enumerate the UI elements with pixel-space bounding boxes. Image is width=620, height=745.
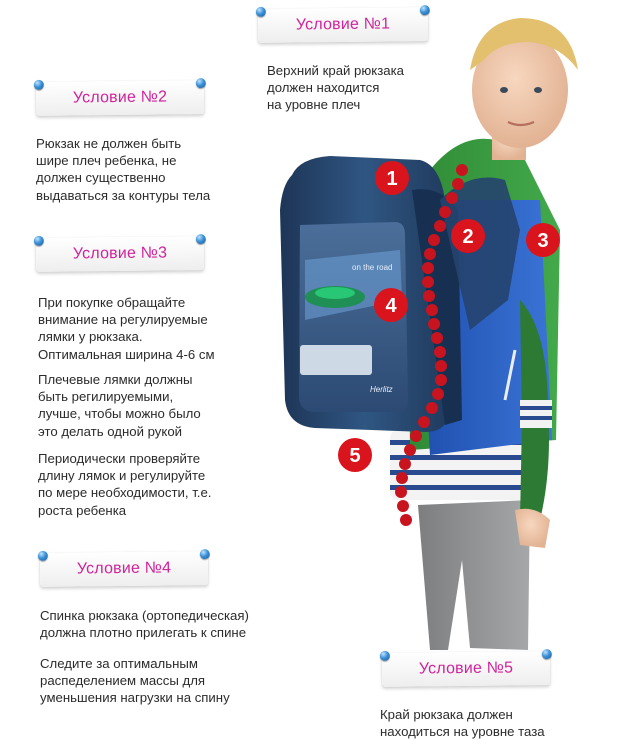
marker-4 [374, 288, 408, 322]
pin-icon [38, 551, 48, 561]
pin-icon [542, 649, 552, 659]
condition-3-text-2: Плечевые лямки должны быть регилируемыми, лучше, чтобы можно было это делать одной рукой [38, 372, 201, 439]
condition-5-title: Условие №5 [418, 659, 514, 678]
pin-icon [196, 234, 206, 244]
pin-icon [34, 80, 44, 90]
pin-icon [196, 78, 206, 88]
backpack-brand: Herlitz [370, 385, 393, 394]
pin-icon [256, 7, 266, 17]
condition-2-title: Условие №2 [72, 88, 168, 107]
condition-2-text: Рюкзак не должен быть шире плеч ребенка, не должен существенно выдаваться за контуры тела [36, 136, 211, 203]
svg-text:3: 3 [537, 230, 549, 252]
condition-3-text-3: Периодически проверяйте длину лямок и регулируйте по мере необходимости, т.е. роста ребенка [38, 451, 212, 518]
condition-5-note [382, 651, 550, 687]
marker-5 [338, 438, 372, 472]
condition-1-note [258, 7, 428, 43]
pin-icon [200, 549, 210, 559]
condition-4-title: Условие №4 [76, 559, 172, 578]
condition-3-title: Условие №3 [72, 244, 168, 263]
pin-icon [34, 236, 44, 246]
condition-2-note [36, 80, 204, 116]
condition-1-title: Условие №1 [295, 15, 391, 34]
backpack-slogan: on the road [352, 263, 393, 272]
condition-4-note [40, 551, 208, 587]
condition-4-text-2: Следите за оптимальным распеделением массы для уменьшения нагрузки на спину [40, 656, 230, 706]
marker-1 [375, 161, 409, 195]
condition-3-text-1: При покупке обращайте внимание на регулируемые лямки у рюкзака. Оптимальная ширина 4-6 см [38, 295, 215, 362]
condition-3-note [36, 236, 204, 272]
svg-text:5: 5 [349, 445, 361, 467]
condition-4-text-1: Спинка рюкзака (ортопедическая) должна плотно прилегать к спине [40, 608, 249, 641]
condition-1-text: Верхний край рюкзака должен находится на уровне плеч [267, 63, 404, 113]
marker-3 [526, 223, 560, 257]
pin-icon [380, 651, 390, 661]
svg-text:4: 4 [385, 295, 397, 317]
marker-2 [451, 219, 485, 253]
svg-text:1: 1 [386, 168, 398, 190]
condition-5-text: Край рюкзака должен находиться на уровне таза [380, 707, 545, 740]
pin-icon [420, 5, 430, 15]
svg-text:2: 2 [462, 226, 474, 248]
